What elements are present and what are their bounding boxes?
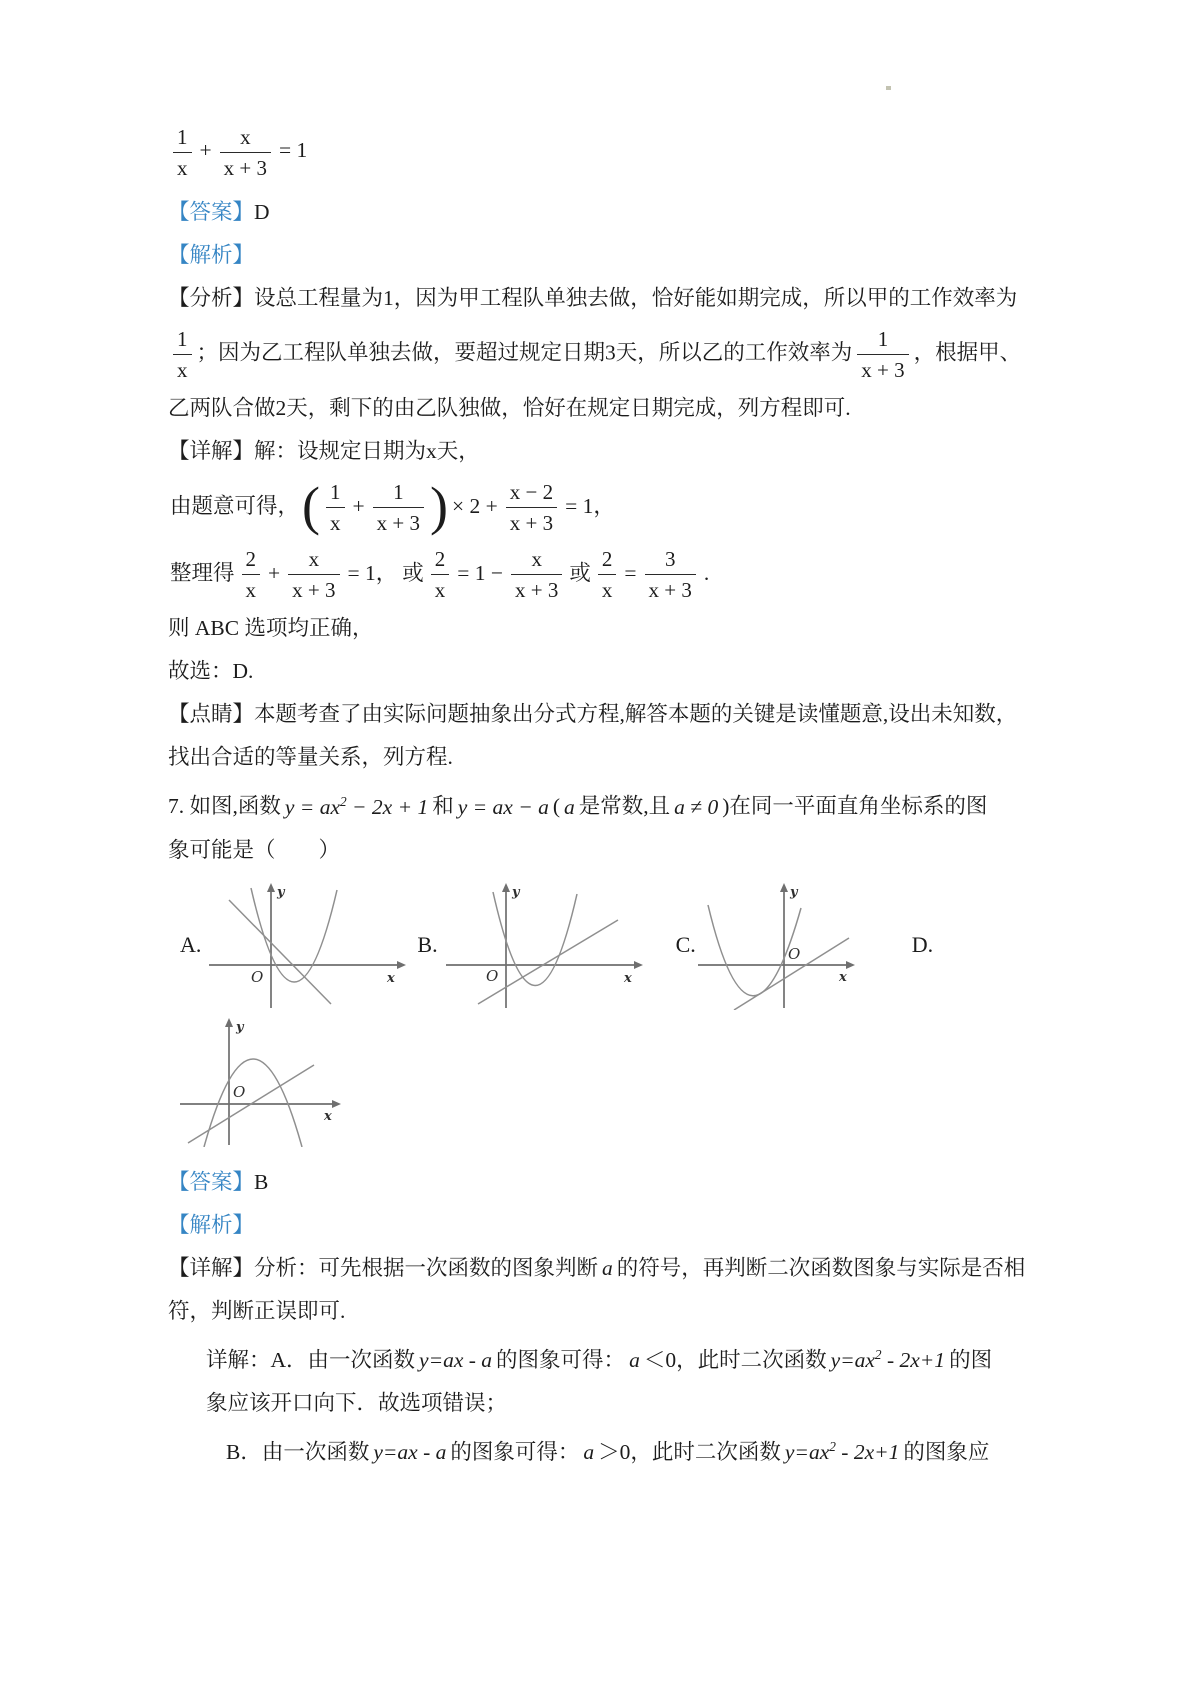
fraction: [506, 481, 557, 534]
fraction: [173, 126, 192, 179]
origin-label: O: [787, 944, 801, 963]
q6-answer-line: [168, 199, 1050, 226]
answer-label: 【答案】: [168, 200, 255, 225]
equals: = 1 −: [457, 560, 504, 585]
x-axis-arrow-icon: [846, 961, 855, 969]
fraction: [373, 481, 424, 534]
q7-detail-line2: 符，判断正误即可.: [168, 1298, 346, 1323]
q6-analysis-line1: [168, 285, 1050, 312]
q7-option-d-row: [166, 1015, 1050, 1147]
fraction-denominator: x: [173, 152, 192, 179]
linear-function-expression: y=ax - a: [373, 1439, 447, 1464]
y-axis-arrow-icon: [780, 883, 788, 892]
math-text: y=ax: [830, 1347, 875, 1372]
math-var: a: [583, 1439, 595, 1464]
math-text: - 2x+1: [835, 1439, 900, 1464]
y-axis-label: y: [789, 884, 798, 900]
x-axis-label: x: [387, 970, 396, 986]
fraction: [242, 548, 261, 601]
fraction: [431, 548, 450, 601]
fraction-numerator: 1: [177, 327, 188, 352]
option-c-graph: [696, 880, 866, 1010]
math-var: a: [629, 1347, 640, 1372]
fraction-denominator: x: [242, 574, 261, 601]
q6-jiexi-line: [168, 242, 1050, 269]
q7-answer-line: [168, 1169, 1050, 1196]
exponent: 2: [339, 793, 347, 809]
stem-text: 是常数,且: [578, 794, 671, 819]
y-axis-arrow-icon: [267, 883, 275, 892]
operator: +: [199, 138, 212, 163]
fraction-denominator: x: [598, 574, 617, 601]
x-axis-arrow-icon: [332, 1100, 341, 1108]
analysis-text: ；因为乙工程队单独去做，要超过规定日期3天，所以乙的工作效率为: [196, 340, 853, 365]
fraction: [857, 328, 908, 381]
answer-value: B: [254, 1169, 269, 1194]
fenxi-label: 【分析】: [168, 286, 255, 311]
math-var: x: [426, 439, 437, 464]
q7-detail-option-a-line2: 象应该开口向下．故选项错误；: [206, 1390, 508, 1415]
x-axis-arrow-icon: [397, 961, 406, 969]
detail-text: 的图象可得：: [450, 1439, 580, 1464]
dianjing-text: 本题考查了由实际问题抽象出分式方程,解答本题的关键是读懂题意,设出未知数，: [254, 702, 1018, 727]
fraction-denominator: x: [173, 354, 192, 381]
option-a-graph: [201, 880, 411, 1010]
operator: +: [352, 493, 365, 518]
page-artifact-dot: [886, 86, 891, 90]
xiangjie-label: 【详解】: [168, 439, 255, 464]
option-b-graph: [438, 880, 648, 1010]
detail-text: 的图象可得：: [496, 1347, 626, 1372]
fraction: [173, 328, 192, 381]
fraction-denominator: x + 3: [511, 574, 562, 601]
y-axis-label: y: [277, 884, 285, 900]
fraction-numerator: 2: [601, 547, 613, 572]
fraction-denominator: x: [431, 574, 450, 601]
equals: = 1，: [347, 560, 398, 585]
q6-analysis-line2: [168, 328, 1050, 381]
jiexi-label: 【解析】: [168, 1212, 255, 1237]
quadratic-function-expression: [785, 1440, 899, 1464]
math-var: a: [602, 1255, 613, 1280]
exponent: 2: [829, 1438, 836, 1454]
math-text: y = ax: [284, 794, 340, 819]
operator: +: [268, 560, 281, 585]
option-a-label: A.: [180, 931, 202, 957]
q6-detail-equation2: [168, 548, 1050, 601]
fraction-numerator: 1: [877, 327, 889, 352]
fraction-numerator: x − 2: [509, 480, 554, 505]
jiexi-label: 【解析】: [168, 243, 255, 268]
option-b-label: B.: [417, 931, 438, 957]
fraction: [326, 481, 345, 534]
x-axis-arrow-icon: [634, 961, 643, 969]
q6-detail-intro: [168, 438, 1050, 465]
equation-prefix: 由题意可得，: [170, 493, 300, 518]
y-axis-arrow-icon: [225, 1018, 233, 1027]
line-curve: [478, 920, 618, 1004]
math-text: - 2x+1: [881, 1347, 946, 1372]
q6-option-d-equation: [168, 126, 1050, 179]
analysis-text: 的符号，再判断二次函数图象与实际是否相: [616, 1255, 1026, 1280]
fraction: [511, 548, 562, 601]
stem-text: 如图,函数: [189, 794, 281, 819]
analysis-text: 分析：可先根据一次函数的图象判断: [254, 1255, 599, 1280]
q6-choose-line: 故选：D.: [168, 659, 254, 684]
equals: =: [624, 560, 637, 585]
q6-dianjing-line2: 找出合适的等量关系，列方程.: [168, 745, 453, 770]
q6-analysis-line3: 乙两队合做2天，剩下的由乙队独做，恰好在规定日期完成，列方程即可.: [168, 396, 851, 421]
stem-text: )在同一平面直角坐标系的图: [722, 794, 988, 819]
q6-abc-line: 则 ABC 选项均正确，: [168, 616, 374, 641]
fraction-denominator: x + 3: [288, 574, 339, 601]
q6-detail-equation1: [168, 475, 1050, 536]
fraction: [220, 126, 271, 179]
question-number: 7.: [168, 794, 185, 819]
q7-detail-option-a-line1: [206, 1341, 1050, 1374]
math-text: − 2x + 1: [346, 794, 429, 819]
fraction-denominator: x + 3: [373, 507, 424, 534]
origin-label: O: [251, 967, 264, 986]
equals-rhs: = 1: [278, 138, 308, 163]
detail-text: 的图: [949, 1347, 993, 1372]
detail-text: 天，: [436, 439, 480, 464]
fraction: [598, 548, 617, 601]
exponent: 2: [874, 1346, 882, 1362]
analysis-text: ，根据甲、: [913, 340, 1022, 365]
q7-detail-line1: [168, 1255, 1050, 1282]
q7-detail-option-b-line1: [226, 1433, 1050, 1466]
fraction-denominator: x: [326, 507, 345, 534]
left-paren: (: [552, 794, 561, 819]
y-axis-label: y: [511, 884, 520, 900]
detail-text: 的图象应: [903, 1439, 990, 1464]
detail-text: 解：设规定日期为: [254, 439, 427, 464]
q7-stem-line1: [168, 787, 1050, 820]
x-axis-label: x: [838, 969, 847, 985]
y-axis-label: y: [236, 1019, 244, 1035]
linear-function-expression: y=ax - a: [419, 1347, 493, 1372]
option-d-graph: [166, 1015, 356, 1147]
stem-text: 和: [432, 794, 454, 819]
q7-jiexi-line: [168, 1212, 1050, 1239]
x-axis-label: x: [623, 970, 632, 986]
fraction-numerator: x: [531, 547, 542, 572]
q7-stem-line2: 象可能是（ ）: [168, 837, 341, 862]
fraction-numerator: x: [240, 125, 251, 149]
math-condition: a ≠ 0: [674, 794, 719, 819]
fraction-denominator: x + 3: [220, 152, 271, 179]
equation-prefix: 整理得: [170, 560, 235, 585]
fraction-numerator: 1: [393, 480, 404, 505]
period: .: [703, 560, 710, 585]
fraction-denominator: x + 3: [506, 507, 557, 534]
quadratic-function-expression: [831, 1348, 945, 1372]
fraction-denominator: x + 3: [645, 574, 696, 601]
or-connector: 或: [569, 560, 591, 585]
right-parenthesis: ): [429, 475, 448, 536]
line-curve: [229, 900, 331, 1004]
option-d-label: D.: [911, 931, 934, 957]
detail-text: 详解：A．由一次函数: [206, 1347, 416, 1372]
fraction-numerator: 1: [330, 480, 341, 505]
equals-rhs: = 1，: [565, 493, 615, 518]
or-connector: 或: [402, 560, 424, 585]
fraction-denominator: x + 3: [857, 354, 908, 381]
fraction-numerator: 3: [664, 547, 676, 572]
fraction: [645, 548, 696, 601]
detail-text: B．由一次函数: [226, 1439, 370, 1464]
fraction-numerator: 2: [245, 547, 257, 572]
linear-function-expression: y = ax − a: [457, 794, 549, 819]
q7-options-row: [180, 880, 1050, 1010]
quadratic-function-expression: [285, 795, 428, 819]
fraction-numerator: 2: [434, 547, 446, 572]
option-c-label: C.: [675, 931, 696, 957]
analysis-text: 设总工程量为1，因为甲工程队单独去做，恰好能如期完成，所以甲的工作效率为: [254, 286, 1018, 311]
fraction-numerator: 1: [177, 125, 188, 149]
fraction: [288, 548, 339, 601]
answer-value: D: [254, 200, 270, 225]
fraction-numerator: x: [308, 547, 320, 572]
q6-dianjing-line1: [168, 701, 1050, 728]
y-axis-arrow-icon: [502, 883, 510, 892]
detail-text: ＞0，此时二次函数: [598, 1439, 781, 1464]
detail-text: ＜0，此时二次函数: [643, 1347, 827, 1372]
dianjing-label: 【点睛】: [168, 702, 255, 727]
left-parenthesis: (: [302, 475, 320, 536]
origin-label: O: [233, 1082, 246, 1101]
operator: × 2 +: [451, 493, 498, 518]
x-axis-label: x: [324, 1108, 332, 1124]
math-text: y=ax: [784, 1439, 830, 1464]
math-var: a: [564, 794, 575, 819]
answer-label: 【答案】: [168, 1169, 255, 1194]
origin-label: O: [485, 966, 498, 985]
xiangjie-label: 【详解】: [168, 1255, 255, 1280]
